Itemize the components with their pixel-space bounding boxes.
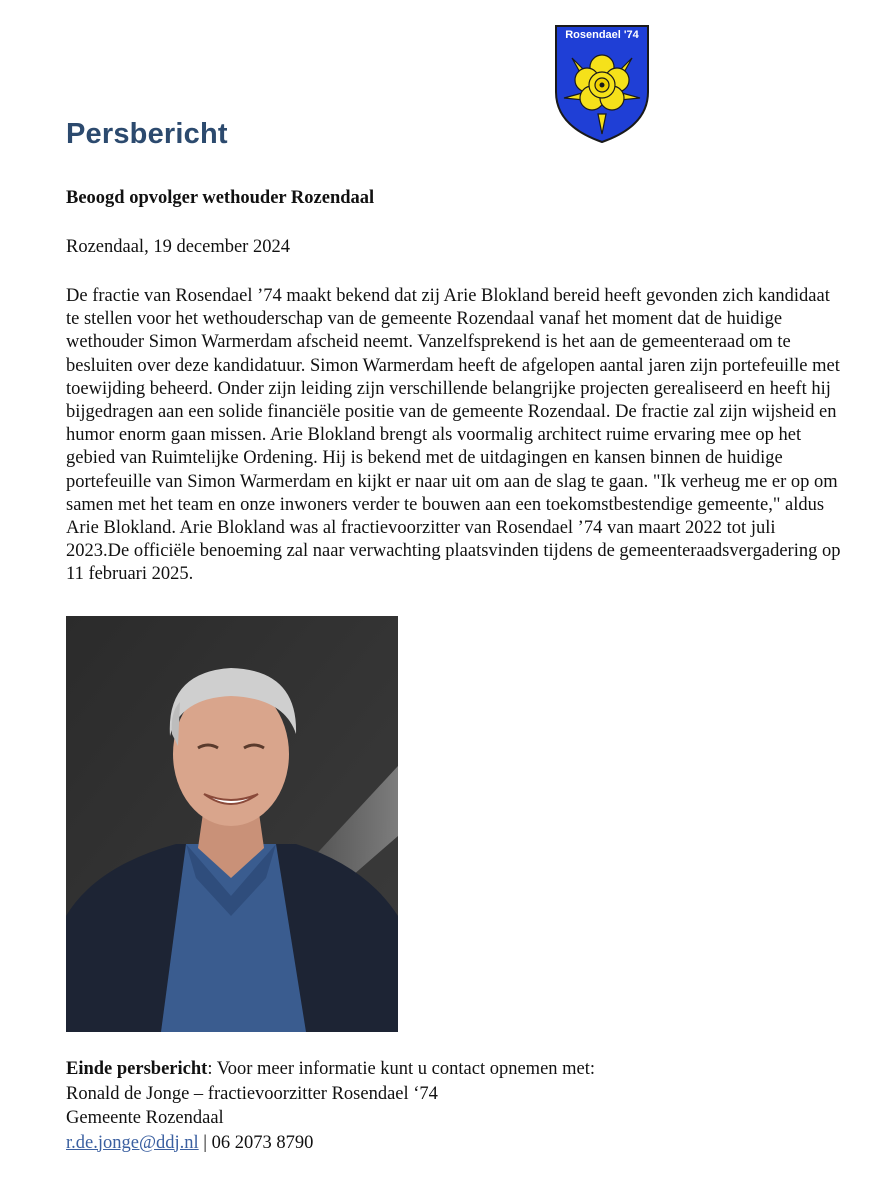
portrait-photo <box>66 616 398 1032</box>
phone-number: 06 2073 8790 <box>211 1132 314 1153</box>
end-text: : Voor meer informatie kunt u contact opnemen met: <box>207 1059 596 1079</box>
email-link[interactable]: r.de.jonge@ddj.nl <box>66 1132 199 1153</box>
contact-line <box>66 1131 595 1156</box>
press-subtitle: Beoogd opvolger wethouder Rozendaal <box>66 188 375 208</box>
rosendael-74-logo <box>552 22 652 146</box>
footer-end-line <box>66 1057 595 1082</box>
press-footer <box>66 1057 595 1155</box>
svg-text:Rosendael '74: Rosendael '74 <box>565 29 639 41</box>
contact-name: Ronald de Jonge – fractievoorzitter Rosendael ‘74 <box>66 1083 438 1104</box>
dateline: Rozendaal, 19 december 2024 <box>66 237 290 257</box>
page-title: Persbericht <box>66 118 228 150</box>
contact-separator: | <box>198 1132 212 1153</box>
organization: Gemeente Rozendaal <box>66 1108 224 1128</box>
end-label: Einde persbericht <box>66 1059 208 1079</box>
press-body <box>66 285 841 587</box>
body-paragraph: De fractie van Rosendael ’74 maakt bekend dat zij Arie Blokland bereid heeft gevonden zich kandidaat te stellen voor het wethouderschap van de gemeente Rozendaal vanaf het moment dat de huidige wethouder Simon Warmerdam afscheid neemt. Vanzelfsprekend is het aan de gemeenteraad om te besluiten over deze kandidatuur. Simon Warmerdam heeft de afgelopen aantal jaren zijn portefeuille met toewijding beheerd. Onder zijn leiding zijn verschillende belangrijke projecten gerealiseerd en heeft hij bijgedragen aan een solide financiële positie van de gemeente Rozendaal. De fractie zal zijn wijsheid en humor enorm gaan missen. Arie Blokland brengt als voormalig architect ruime ervaring mee op het gebied van Ruimtelijke Ordening. Hij is bekend met de uitdagingen en kansen binnen de huidige portefeuille van Simon Warmerdam en kijkt er naar uit om aan de slag te gaan. "Ik verheug me er op om samen met het team en onze inwoners verder te bouwen aan een toekomstbestendige gemeente," aldus Arie Blokland. Arie Blokland was al fractievoorzitter van Rosendael ’74 van maart 2022 tot juli 2023.De officiële benoeming zal naar verwachting plaatsvinden tijdens de gemeenteraadsvergadering op 11 februari 2025. <box>66 286 841 585</box>
